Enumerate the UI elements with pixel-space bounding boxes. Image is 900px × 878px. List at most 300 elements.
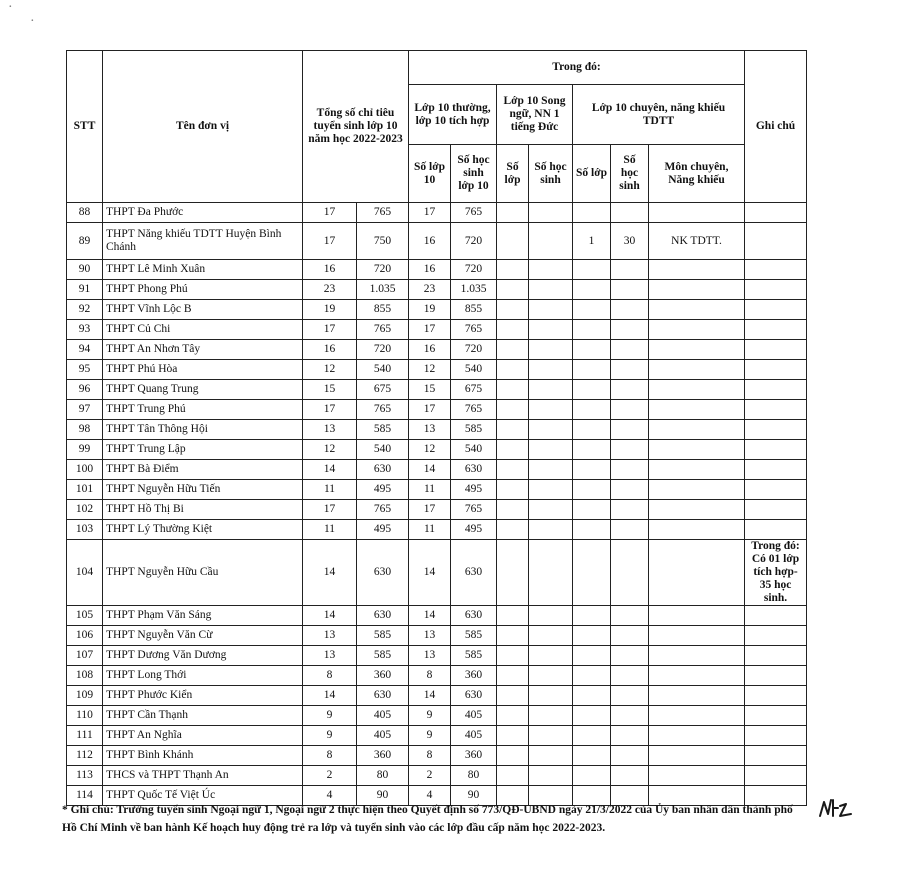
cell-total-classes: 4 [303, 786, 357, 806]
cell-total-students: 630 [357, 606, 409, 626]
cell-specialized-students [611, 520, 649, 540]
cell-students: 585 [451, 626, 497, 646]
cell-specialized-classes [573, 460, 611, 480]
cell-students: 765 [451, 320, 497, 340]
cell-specialized-classes [573, 520, 611, 540]
table-row [67, 460, 807, 480]
cell-total-students: 585 [357, 626, 409, 646]
cell-note [745, 646, 807, 666]
cell-bilingual-classes [497, 686, 529, 706]
cell-classes: 4 [409, 786, 451, 806]
table-row [67, 520, 807, 540]
cell-note [745, 420, 807, 440]
cell-subject [649, 686, 745, 706]
cell-classes: 14 [409, 460, 451, 480]
cell-bilingual-classes [497, 280, 529, 300]
cell-students: 765 [451, 500, 497, 520]
cell-stt: 98 [67, 420, 103, 440]
cell-specialized-students [611, 340, 649, 360]
cell-note [745, 460, 807, 480]
cell-specialized-classes [573, 340, 611, 360]
cell-bilingual-students [529, 300, 573, 320]
cell-total-students: 675 [357, 380, 409, 400]
cell-bilingual-students [529, 520, 573, 540]
cell-bilingual-classes [497, 666, 529, 686]
cell-stt: 95 [67, 360, 103, 380]
cell-subject [649, 626, 745, 646]
cell-classes: 14 [409, 686, 451, 706]
cell-students: 765 [451, 400, 497, 420]
cell-bilingual-classes [497, 360, 529, 380]
col-so-lop-10: Số lớp 10 [409, 145, 451, 203]
cell-bilingual-classes [497, 420, 529, 440]
cell-stt: 105 [67, 606, 103, 626]
cell-total-students: 495 [357, 480, 409, 500]
admission-table-sheet [66, 50, 806, 806]
cell-stt: 108 [67, 666, 103, 686]
scan-speck: · [8, 0, 13, 15]
cell-bilingual-students [529, 766, 573, 786]
cell-total-students: 765 [357, 400, 409, 420]
cell-bilingual-students [529, 500, 573, 520]
cell-total-students: 495 [357, 520, 409, 540]
cell-unit-name: THPT Phong Phú [103, 280, 303, 300]
cell-stt: 114 [67, 786, 103, 806]
cell-specialized-students [611, 666, 649, 686]
col-bilingual-so-lop: Số lớp [497, 145, 529, 203]
cell-classes: 17 [409, 400, 451, 420]
cell-specialized-students [611, 360, 649, 380]
cell-stt: 111 [67, 726, 103, 746]
cell-total-classes: 12 [303, 360, 357, 380]
cell-students: 90 [451, 786, 497, 806]
cell-bilingual-students [529, 320, 573, 340]
cell-subject: NK TDTT. [649, 223, 745, 260]
cell-note: Trong đó: Có 01 lớp tích hợp- 35 học sinh. [745, 540, 807, 606]
cell-specialized-classes [573, 500, 611, 520]
cell-specialized-students [611, 626, 649, 646]
cell-subject [649, 746, 745, 766]
cell-specialized-students [611, 280, 649, 300]
cell-unit-name: THPT Nguyễn Hữu Cầu [103, 540, 303, 606]
cell-specialized-students [611, 686, 649, 706]
cell-total-students: 1.035 [357, 280, 409, 300]
cell-note [745, 520, 807, 540]
col-total-quota: Tổng số chỉ tiêu tuyển sinh lớp 10 năm học 2022-2023 [303, 51, 409, 203]
cell-total-students: 855 [357, 300, 409, 320]
cell-specialized-classes [573, 540, 611, 606]
col-unit-name: Tên đơn vị [103, 51, 303, 203]
cell-unit-name: THPT Quốc Tế Việt Úc [103, 786, 303, 806]
cell-stt: 106 [67, 626, 103, 646]
cell-subject [649, 360, 745, 380]
cell-total-classes: 8 [303, 746, 357, 766]
cell-total-classes: 14 [303, 686, 357, 706]
cell-students: 1.035 [451, 280, 497, 300]
cell-total-classes: 17 [303, 400, 357, 420]
cell-note [745, 766, 807, 786]
cell-subject [649, 520, 745, 540]
group-specialized-classes: Lớp 10 chuyên, năng khiếu TDTT [573, 85, 745, 145]
cell-total-classes: 11 [303, 480, 357, 500]
cell-stt: 113 [67, 766, 103, 786]
cell-specialized-students [611, 606, 649, 626]
group-regular-classes: Lớp 10 thường, lớp 10 tích hợp [409, 85, 497, 145]
footnote [62, 801, 842, 837]
cell-note [745, 320, 807, 340]
cell-total-students: 540 [357, 360, 409, 380]
cell-bilingual-classes [497, 746, 529, 766]
cell-bilingual-classes [497, 706, 529, 726]
table-row [67, 500, 807, 520]
cell-note [745, 606, 807, 626]
cell-total-students: 585 [357, 420, 409, 440]
table-row [67, 766, 807, 786]
handwritten-initials [818, 796, 854, 822]
table-row [67, 340, 807, 360]
cell-bilingual-students [529, 706, 573, 726]
cell-specialized-classes [573, 300, 611, 320]
cell-bilingual-students [529, 400, 573, 420]
cell-students: 630 [451, 686, 497, 706]
cell-students: 360 [451, 746, 497, 766]
cell-students: 630 [451, 460, 497, 480]
cell-unit-name: THPT Phú Hòa [103, 360, 303, 380]
cell-unit-name: THPT Long Thới [103, 666, 303, 686]
cell-bilingual-classes [497, 460, 529, 480]
cell-classes: 16 [409, 260, 451, 280]
cell-total-classes: 8 [303, 666, 357, 686]
table-row [67, 400, 807, 420]
table-row [67, 260, 807, 280]
cell-subject [649, 606, 745, 626]
table-row [67, 626, 807, 646]
cell-specialized-students [611, 420, 649, 440]
cell-subject [649, 666, 745, 686]
cell-unit-name: THPT Quang Trung [103, 380, 303, 400]
cell-students: 855 [451, 300, 497, 320]
cell-students: 585 [451, 646, 497, 666]
cell-specialized-classes [573, 726, 611, 746]
cell-note [745, 260, 807, 280]
cell-stt: 110 [67, 706, 103, 726]
cell-subject [649, 706, 745, 726]
footnote-line-1: * Ghi chú: Trường tuyển sinh Ngoại ngữ 1, Ngoại ngữ 2 thực hiện theo Quyết định số 773/QĐ-UBND ngày 21/3/2022 của Ủy ban nhân dân thành phố [62, 804, 793, 816]
cell-bilingual-students [529, 480, 573, 500]
cell-total-students: 765 [357, 320, 409, 340]
cell-total-students: 720 [357, 260, 409, 280]
cell-total-classes: 14 [303, 540, 357, 606]
cell-classes: 13 [409, 420, 451, 440]
cell-bilingual-students [529, 440, 573, 460]
cell-note [745, 340, 807, 360]
cell-stt: 97 [67, 400, 103, 420]
cell-specialized-classes [573, 480, 611, 500]
cell-specialized-classes: 1 [573, 223, 611, 260]
cell-unit-name: THPT Đa Phước [103, 203, 303, 223]
cell-specialized-classes [573, 766, 611, 786]
cell-bilingual-students [529, 360, 573, 380]
cell-classes: 8 [409, 746, 451, 766]
cell-classes: 15 [409, 380, 451, 400]
cell-students: 630 [451, 540, 497, 606]
cell-classes: 2 [409, 766, 451, 786]
cell-total-classes: 16 [303, 260, 357, 280]
cell-bilingual-classes [497, 440, 529, 460]
cell-unit-name: THPT Bình Khánh [103, 746, 303, 766]
cell-students: 675 [451, 380, 497, 400]
cell-unit-name: THPT Năng khiếu TDTT Huyện Bình Chánh [103, 223, 303, 260]
cell-unit-name: THPT Nguyễn Hữu Tiến [103, 480, 303, 500]
cell-bilingual-students [529, 686, 573, 706]
cell-bilingual-students [529, 726, 573, 746]
cell-total-classes: 19 [303, 300, 357, 320]
cell-total-students: 630 [357, 686, 409, 706]
cell-classes: 17 [409, 320, 451, 340]
cell-stt: 91 [67, 280, 103, 300]
cell-total-classes: 15 [303, 380, 357, 400]
cell-specialized-classes [573, 686, 611, 706]
cell-total-students: 720 [357, 340, 409, 360]
cell-specialized-students [611, 500, 649, 520]
cell-students: 495 [451, 480, 497, 500]
cell-total-classes: 17 [303, 223, 357, 260]
cell-total-students: 90 [357, 786, 409, 806]
cell-stt: 107 [67, 646, 103, 666]
cell-specialized-classes [573, 400, 611, 420]
cell-specialized-students: 30 [611, 223, 649, 260]
table-row [67, 646, 807, 666]
cell-students: 720 [451, 223, 497, 260]
col-stt: STT [67, 51, 103, 203]
cell-classes: 16 [409, 223, 451, 260]
cell-students: 540 [451, 440, 497, 460]
cell-bilingual-classes [497, 766, 529, 786]
cell-classes: 9 [409, 706, 451, 726]
table-row [67, 726, 807, 746]
cell-classes: 16 [409, 340, 451, 360]
cell-total-classes: 17 [303, 500, 357, 520]
table-row [67, 280, 807, 300]
cell-specialized-students [611, 203, 649, 223]
cell-total-classes: 17 [303, 320, 357, 340]
table-row [67, 440, 807, 460]
cell-subject [649, 726, 745, 746]
cell-unit-name: THPT Bà Điểm [103, 460, 303, 480]
cell-subject [649, 420, 745, 440]
col-so-hs-lop-10: Số học sinh lớp 10 [451, 145, 497, 203]
cell-classes: 17 [409, 500, 451, 520]
cell-bilingual-students [529, 420, 573, 440]
cell-unit-name: THPT Cần Thạnh [103, 706, 303, 726]
cell-specialized-classes [573, 666, 611, 686]
cell-unit-name: THPT Nguyễn Văn Cừ [103, 626, 303, 646]
cell-specialized-classes [573, 746, 611, 766]
cell-subject [649, 646, 745, 666]
cell-note [745, 380, 807, 400]
cell-note [745, 203, 807, 223]
cell-stt: 112 [67, 746, 103, 766]
table-body [67, 203, 807, 806]
table-row [67, 223, 807, 260]
cell-specialized-students [611, 726, 649, 746]
cell-subject [649, 280, 745, 300]
cell-total-students: 750 [357, 223, 409, 260]
cell-note [745, 223, 807, 260]
scan-speck: · [30, 14, 35, 29]
cell-stt: 103 [67, 520, 103, 540]
table-row [67, 300, 807, 320]
cell-total-students: 765 [357, 203, 409, 223]
cell-classes: 14 [409, 606, 451, 626]
cell-subject [649, 480, 745, 500]
cell-bilingual-classes [497, 606, 529, 626]
cell-subject [649, 400, 745, 420]
cell-students: 540 [451, 360, 497, 380]
cell-students: 495 [451, 520, 497, 540]
cell-specialized-classes [573, 606, 611, 626]
cell-total-classes: 9 [303, 726, 357, 746]
cell-classes: 9 [409, 726, 451, 746]
table-row [67, 380, 807, 400]
cell-total-classes: 13 [303, 646, 357, 666]
cell-total-classes: 17 [303, 203, 357, 223]
cell-specialized-classes [573, 380, 611, 400]
cell-bilingual-students [529, 746, 573, 766]
cell-subject [649, 540, 745, 606]
cell-stt: 100 [67, 460, 103, 480]
cell-bilingual-students [529, 380, 573, 400]
cell-specialized-students [611, 440, 649, 460]
cell-bilingual-classes [497, 646, 529, 666]
cell-specialized-classes [573, 260, 611, 280]
cell-note [745, 686, 807, 706]
cell-specialized-students [611, 766, 649, 786]
table-row [67, 606, 807, 626]
cell-classes: 23 [409, 280, 451, 300]
cell-unit-name: THPT An Nghĩa [103, 726, 303, 746]
cell-subject [649, 320, 745, 340]
cell-unit-name: THCS và THPT Thạnh An [103, 766, 303, 786]
cell-specialized-classes [573, 360, 611, 380]
cell-bilingual-classes [497, 500, 529, 520]
cell-bilingual-students [529, 666, 573, 686]
cell-stt: 93 [67, 320, 103, 340]
cell-total-students: 765 [357, 500, 409, 520]
cell-bilingual-classes [497, 340, 529, 360]
admission-quota-table [66, 50, 807, 806]
cell-specialized-students [611, 400, 649, 420]
cell-total-students: 540 [357, 440, 409, 460]
cell-specialized-classes [573, 420, 611, 440]
cell-students: 585 [451, 420, 497, 440]
cell-bilingual-students [529, 260, 573, 280]
table-row [67, 686, 807, 706]
cell-note [745, 300, 807, 320]
cell-note [745, 500, 807, 520]
col-bilingual-so-hs: Số học sinh [529, 145, 573, 203]
cell-subject [649, 766, 745, 786]
cell-specialized-classes [573, 626, 611, 646]
cell-total-students: 630 [357, 460, 409, 480]
cell-bilingual-students [529, 223, 573, 260]
cell-classes: 11 [409, 520, 451, 540]
cell-bilingual-classes [497, 726, 529, 746]
cell-subject [649, 260, 745, 280]
cell-note [745, 726, 807, 746]
cell-stt: 88 [67, 203, 103, 223]
cell-specialized-classes [573, 440, 611, 460]
cell-specialized-students [611, 706, 649, 726]
table-row [67, 420, 807, 440]
cell-stt: 90 [67, 260, 103, 280]
cell-subject [649, 380, 745, 400]
cell-bilingual-classes [497, 520, 529, 540]
cell-bilingual-classes [497, 540, 529, 606]
cell-bilingual-classes [497, 626, 529, 646]
cell-subject [649, 203, 745, 223]
cell-subject [649, 500, 745, 520]
cell-students: 630 [451, 606, 497, 626]
cell-bilingual-classes [497, 400, 529, 420]
cell-unit-name: THPT Trung Phú [103, 400, 303, 420]
cell-students: 405 [451, 706, 497, 726]
col-notes: Ghi chú [745, 51, 807, 203]
cell-specialized-students [611, 460, 649, 480]
table-row [67, 480, 807, 500]
cell-total-classes: 16 [303, 340, 357, 360]
cell-note [745, 666, 807, 686]
cell-unit-name: THPT Vĩnh Lộc B [103, 300, 303, 320]
group-bilingual-classes: Lớp 10 Song ngữ, NN 1 tiếng Đức [497, 85, 573, 145]
cell-specialized-classes [573, 646, 611, 666]
footnote-line-2: Hồ Chí Minh về ban hành Kế hoạch huy động trẻ ra lớp và tuyển sinh vào các lớp đầu cấp năm học 2022-2023. [62, 822, 606, 834]
cell-specialized-students [611, 260, 649, 280]
cell-total-classes: 14 [303, 460, 357, 480]
cell-classes: 14 [409, 540, 451, 606]
cell-specialized-classes [573, 203, 611, 223]
cell-stt: 96 [67, 380, 103, 400]
cell-students: 360 [451, 666, 497, 686]
cell-unit-name: THPT Lê Minh Xuân [103, 260, 303, 280]
cell-stt: 101 [67, 480, 103, 500]
cell-total-students: 80 [357, 766, 409, 786]
cell-specialized-students [611, 746, 649, 766]
cell-note [745, 480, 807, 500]
cell-bilingual-classes [497, 380, 529, 400]
table-row [67, 540, 807, 606]
cell-specialized-classes [573, 280, 611, 300]
table-row [67, 746, 807, 766]
cell-students: 720 [451, 260, 497, 280]
cell-specialized-students [611, 300, 649, 320]
cell-unit-name: THPT Tân Thông Hội [103, 420, 303, 440]
cell-stt: 102 [67, 500, 103, 520]
cell-bilingual-students [529, 626, 573, 646]
cell-classes: 13 [409, 626, 451, 646]
table-row [67, 203, 807, 223]
cell-classes: 13 [409, 646, 451, 666]
cell-total-classes: 13 [303, 420, 357, 440]
cell-total-classes: 2 [303, 766, 357, 786]
header-trong-do: Trong đó: [409, 51, 745, 85]
cell-specialized-students [611, 480, 649, 500]
cell-bilingual-classes [497, 320, 529, 340]
cell-bilingual-students [529, 540, 573, 606]
cell-bilingual-students [529, 646, 573, 666]
cell-bilingual-students [529, 280, 573, 300]
cell-bilingual-classes [497, 260, 529, 280]
